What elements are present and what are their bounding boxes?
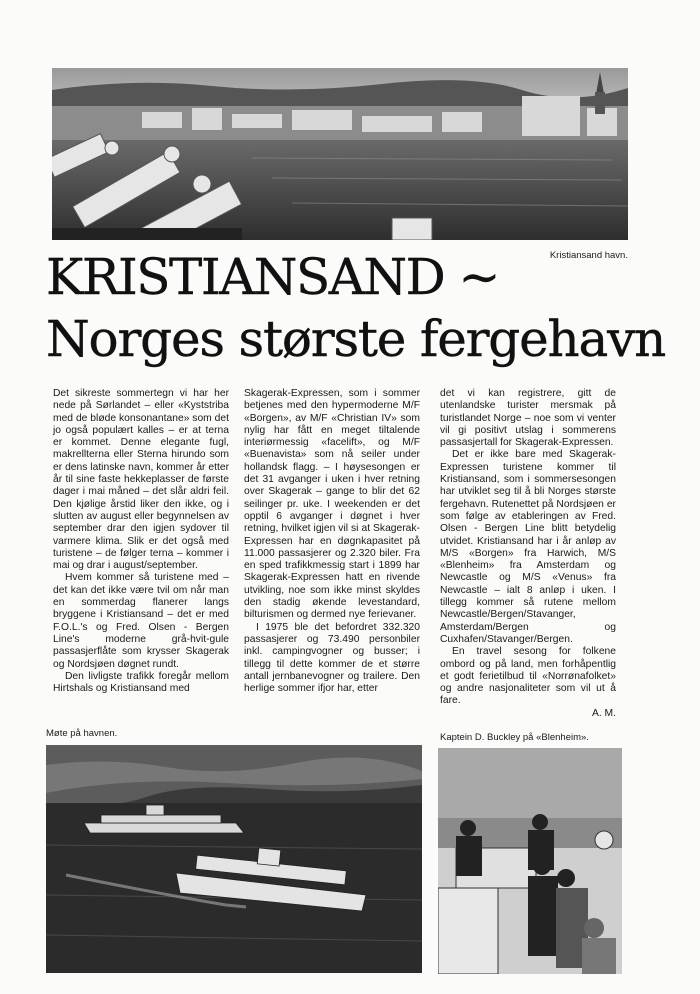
ferries-photo <box>46 745 422 973</box>
harbor-photo-caption: Kristiansand havn. <box>549 250 628 261</box>
article-column-2 <box>244 388 420 695</box>
headline-line-2: Norges største fergehavn <box>46 310 666 368</box>
paragraph: Skagerak-Expressen, som i sommer betjenes med den hypermoderne M/F «Borgen», av M/F «Christian IV» som nylig har fått en meget tiltalende interiørmessig «facelift», og M/F «Buenavista» som nå seiler under hollandsk flagg. – I høysesongen er det 31 avganger i uken i hver retning over Skagerak – gange to blir det 62 seilinger pr. uke. I weekenden er det opptil 6 avganger i døgnet i hver retning, hvilket igjen vil si at Skagerak-Expressen har en døgnkapasitet på 11.000 passasjerer og 2.320 biler. Fra en sped trafikkmessig start i 1899 har Skagerak-Expressen hatt en rivende utvikling, noe som ikke minst skyldes den stadig økende levestandard, bilturismen og dermed nye ferievaner. <box>244 388 420 621</box>
paragraph: Hvem kommer så turistene med – det kan det ikke være tvil om når man en sommerdag flanerer langs bryggene i Kristiansand – det er med F.O.L.'s og Fred. Olsen - Bergen Line's moderne grå-hvit-gule passasjerflåte som krysser Skagerak og Nordsjøen døgnet rundt. <box>53 572 229 670</box>
ferry-photo-caption: Møte på havnen. <box>46 728 118 739</box>
author-signature: A. M. <box>591 707 616 719</box>
crew-photo-caption: Kaptein D. Buckley på «Blenheim». <box>440 732 589 743</box>
paragraph: det vi kan registrere, gitt de utenlandske turister mersmak på turistlandet Norge – noe som vi venter vil gi positivt utslag i sommerens passasjertall for Skagerak-Expressen. <box>440 388 616 449</box>
paragraph: Den livligste trafikk foregår mellom Hirtshals og Kristiansand med <box>53 670 229 695</box>
article-column-1 <box>53 388 229 695</box>
harbor-photo <box>52 68 628 240</box>
paragraph: En travel sesong for folkene ombord og på land, men forhåpentlig et godt ferietilbud til «Norrønafolket» og andre nasjonaliteter som vil ut å fare. <box>440 646 616 707</box>
paragraph: I 1975 ble det befordret 332.320 passasjerer og 73.490 personbiler inkl. campingvogner og busser; i tillegg til dette kommer de et større antall jernbanevogner og trailere. Den herlige sommer ifjor har, etter <box>244 621 420 695</box>
headline-line-1: KRISTIANSAND ~ <box>46 248 499 306</box>
paragraph: Det sikreste sommertegn vi har her nede på Sørlandet – eller «Kyststriba med de bløde konsonantane» som det jo også populært kalles – er at terna er kommet. Denne elegante fugl, makrellterna eller Sterna hirundo som er dens latinske navn, kommer år etter år til sine faste hekkeplasser de første dager i mai måned – det slår aldri feil. Den kjølige årstid liker den ikke, og i slutten av august eller begynnelsen av september drar den igjen sydover til varmere klima. Slik er det også med turistene – de følger terna – kommer i mai og drar i august/september. <box>53 388 229 572</box>
captain-bridge-photo <box>438 748 622 974</box>
article-column-3 <box>440 388 616 720</box>
paragraph: Det er ikke bare med Skagerak-Expressen turistene kommer til Kristiansand, som i sommersesongen har utviklet seg til å bli Norges største fergehavn. Rutenettet på Nordsjøen er som følge av etableringen av Fred. Olsen - Bergen Line blitt betydelig utvidet. Kristiansand har i år anløp av M/S «Borgen» fra Harwich, M/S «Blenheim» fra Amsterdam og Newcastle og M/S «Venus» fra Newcastle – ialt 8 anløp i uken. I tillegg kommer så rutene mellom Newcastle/Bergen/Stavanger, Amsterdam/Bergen og Cuxhafen/Stavanger/Bergen. <box>440 449 616 645</box>
